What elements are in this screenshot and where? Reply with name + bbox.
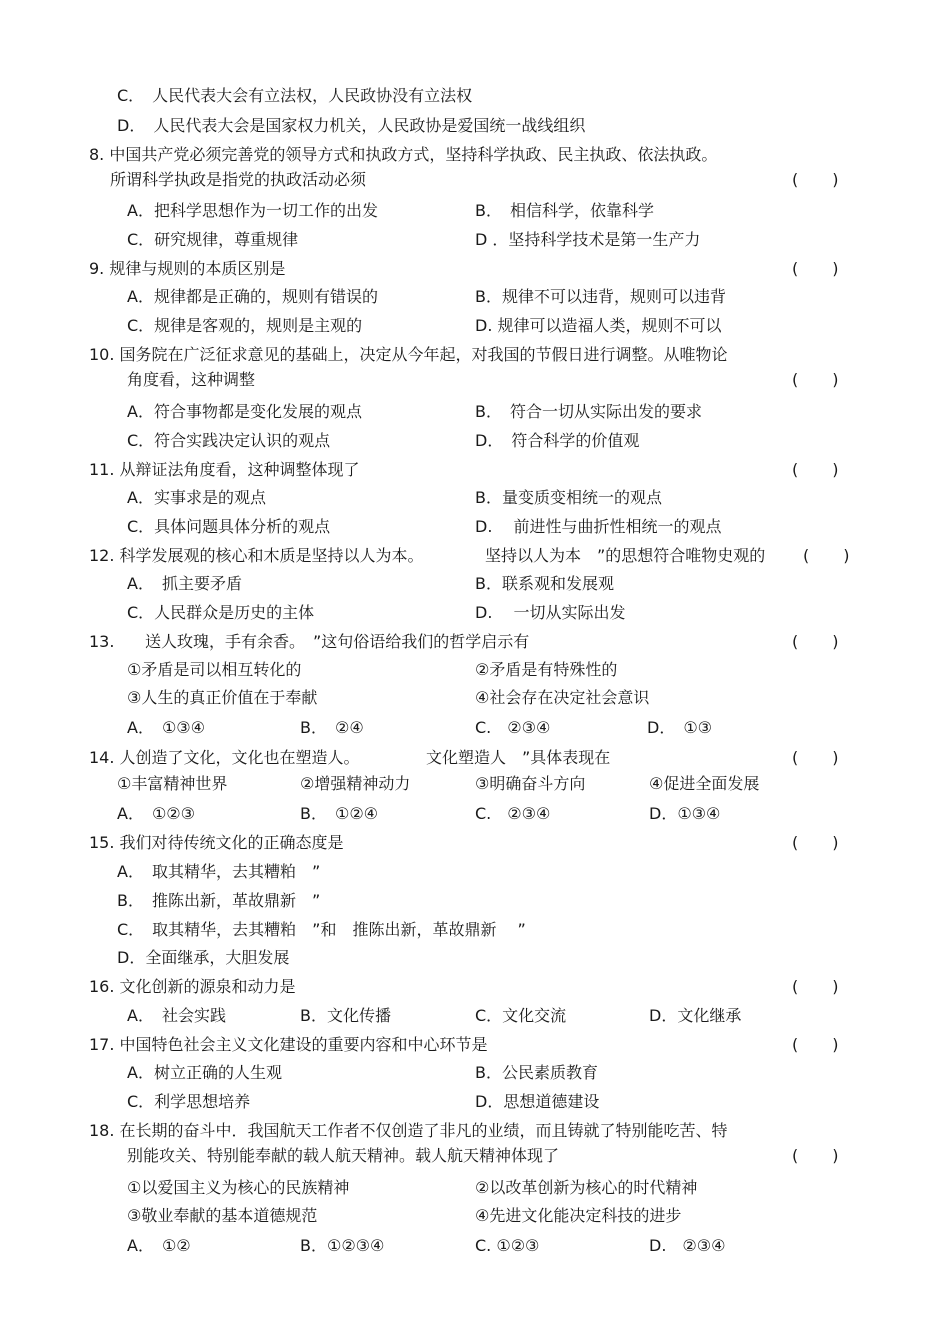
option-d: D．思想道德建设: [475, 1092, 600, 1111]
question-14-stem: 14. 人创造了文化，文化也在塑造人。: [89, 748, 360, 767]
option-d: D．文化继承: [649, 1006, 742, 1025]
option-a: A．树立正确的人生观: [127, 1063, 282, 1082]
answer-blank: ( ): [792, 977, 839, 996]
option-c: C． 取其精华，去其糟粕 ”和 推陈出新，革故鼎新 ”: [117, 920, 526, 939]
option-c: C．文化交流: [475, 1006, 567, 1025]
option-d: D． ①③: [647, 718, 713, 737]
statement-3: ③人生的真正价值在于奉献: [127, 688, 318, 707]
statement-1: ①矛盾是司以相互转化的: [127, 660, 302, 679]
option-d: D． 人民代表大会是国家权力机关，人民政协是爱国统一战线组织: [117, 116, 586, 135]
option-c: C．规律是客观的，规则是主观的: [127, 316, 363, 335]
question-12-stem-quote: 坚持以人为本 ”的思想符合唯物史观的: [485, 546, 766, 565]
option-b: B．公民素质教育: [475, 1063, 598, 1082]
option-b: B． 相信科学，依靠科学: [475, 201, 654, 220]
option-b: B． ②④: [300, 718, 364, 737]
option-a: A．符合事物都是变化发展的观点: [127, 402, 362, 421]
option-b: B．规律不可以违背，规则可以违背: [475, 287, 726, 306]
option-c: C. ②③④: [475, 718, 551, 737]
option-d: D． 符合科学的价值观: [475, 431, 640, 450]
question-13-number: 13.: [89, 632, 147, 651]
option-c: C. ②③④: [475, 804, 551, 823]
question-12-stem: 12. 科学发展观的核心和木质是坚持以人为本。: [89, 546, 424, 565]
answer-blank: ( ): [792, 1035, 839, 1054]
option-d: D ．坚持科学技术是第一生产力: [475, 230, 701, 249]
statement-1: ①丰富精神世界: [117, 774, 228, 793]
answer-blank: ( ): [792, 1146, 839, 1165]
statement-1: ①以爱国主义为核心的民族精神: [127, 1178, 350, 1197]
question-8-stem: 8. 中国共产党必须完善党的领导方式和执政方式，坚持科学执政、民主执政、依法执政。: [89, 145, 718, 164]
statement-2: ②矛盾是有特殊性的: [475, 660, 618, 679]
option-d: D. 规律可以造福人类，规则不可以: [475, 316, 722, 335]
option-a: A． ①③④: [127, 718, 205, 737]
option-d: D. 前进性与曲折性相统一的观点: [475, 517, 722, 536]
statement-3: ③明确奋斗方向: [475, 774, 586, 793]
question-10-stem: 10. 国务院在广泛征求意见的基础上，决定从今年起，对我国的节假日进行调整。从唯物论: [89, 345, 728, 364]
option-a: A．规律都是正确的，规则有错误的: [127, 287, 378, 306]
question-15-stem: 15. 我们对待传统文化的正确态度是: [89, 833, 344, 852]
option-c: C．利学思想培养: [127, 1092, 251, 1111]
option-b: B．①②③④: [300, 1236, 385, 1255]
option-c: C．人民群众是历史的主体: [127, 603, 315, 622]
option-d: D. ②③④: [649, 1236, 726, 1255]
option-b: B． ①②④: [300, 804, 379, 823]
option-b: B． 符合一切从实际出发的要求: [475, 402, 702, 421]
option-a: A． 抓主要矛盾: [127, 574, 242, 593]
option-b: B．联系观和发展观: [475, 574, 614, 593]
statement-4: ④社会存在决定社会意识: [475, 688, 650, 707]
option-d: D．全面继承，大胆发展: [117, 948, 290, 967]
option-a: A． ①②: [127, 1236, 191, 1255]
option-a: A． 社会实践: [127, 1006, 226, 1025]
option-c: C. ①②③: [475, 1236, 540, 1255]
option-a: A．实事求是的观点: [127, 488, 266, 507]
option-c: C．具体问题具体分析的观点: [127, 517, 331, 536]
option-a: A． 取其精华，去其糟粕 ”: [117, 862, 321, 881]
question-17-stem: 17. 中国特色社会主义文化建设的重要内容和中心环节是: [89, 1035, 488, 1054]
option-b: B． 推陈出新，革故鼎新 ”: [117, 891, 321, 910]
statement-2: ②增强精神动力: [300, 774, 411, 793]
statement-4: ④促进全面发展: [649, 774, 760, 793]
option-c: C．研究规律，尊重规律: [127, 230, 299, 249]
question-16-stem: 16. 文化创新的源泉和动力是: [89, 977, 296, 996]
answer-blank: ( ): [792, 748, 839, 767]
option-d: D. 一切从实际出发: [475, 603, 626, 622]
question-10-stem-cont: 角度看，这种调整: [127, 370, 256, 389]
question-18-stem: 18. 在长期的奋斗中．我国航天工作者不仅创造了非凡的业绩，而且铸就了特别能吃苦、特: [89, 1121, 728, 1140]
question-13-stem: 送人玫瑰，手有余香。 ”这句俗语给我们的哲学启示有: [145, 632, 530, 651]
statement-4: ④先进文化能决定科技的进步: [475, 1206, 682, 1225]
question-11-stem: 11. 从辩证法角度看，这种调整体现了: [89, 460, 360, 479]
answer-blank: ( ): [792, 370, 839, 389]
option-d: D．①③④: [649, 804, 721, 823]
answer-blank: ( ): [792, 170, 839, 189]
option-a: A．把科学思想作为一切工作的出发: [127, 201, 378, 220]
option-b: B．量变质变相统一的观点: [475, 488, 662, 507]
question-14-stem-quote: 文化塑造人 ”具体表现在: [426, 748, 611, 767]
option-c: C． 人民代表大会有立法权，人民政协没有立法权: [117, 86, 473, 105]
option-a: A． ①②③: [117, 804, 195, 823]
answer-blank: ( ): [792, 833, 839, 852]
question-8-stem-cont: 所谓科学执政是指党的执政活动必须: [110, 170, 367, 189]
answer-blank: ( ): [803, 546, 850, 565]
statement-3: ③敬业奉献的基本道德规范: [127, 1206, 318, 1225]
option-b: B．文化传播: [300, 1006, 391, 1025]
answer-blank: ( ): [792, 632, 839, 651]
question-9-stem: 9. 规律与规则的本质区别是: [89, 259, 286, 278]
answer-blank: ( ): [792, 460, 839, 479]
question-18-stem-cont: 别能攻关、特别能奉献的载人航天精神。载人航天精神体现了: [127, 1146, 560, 1165]
option-c: C．符合实践决定认识的观点: [127, 431, 331, 450]
statement-2: ②以改革创新为核心的时代精神: [475, 1178, 698, 1197]
answer-blank: ( ): [792, 259, 839, 278]
